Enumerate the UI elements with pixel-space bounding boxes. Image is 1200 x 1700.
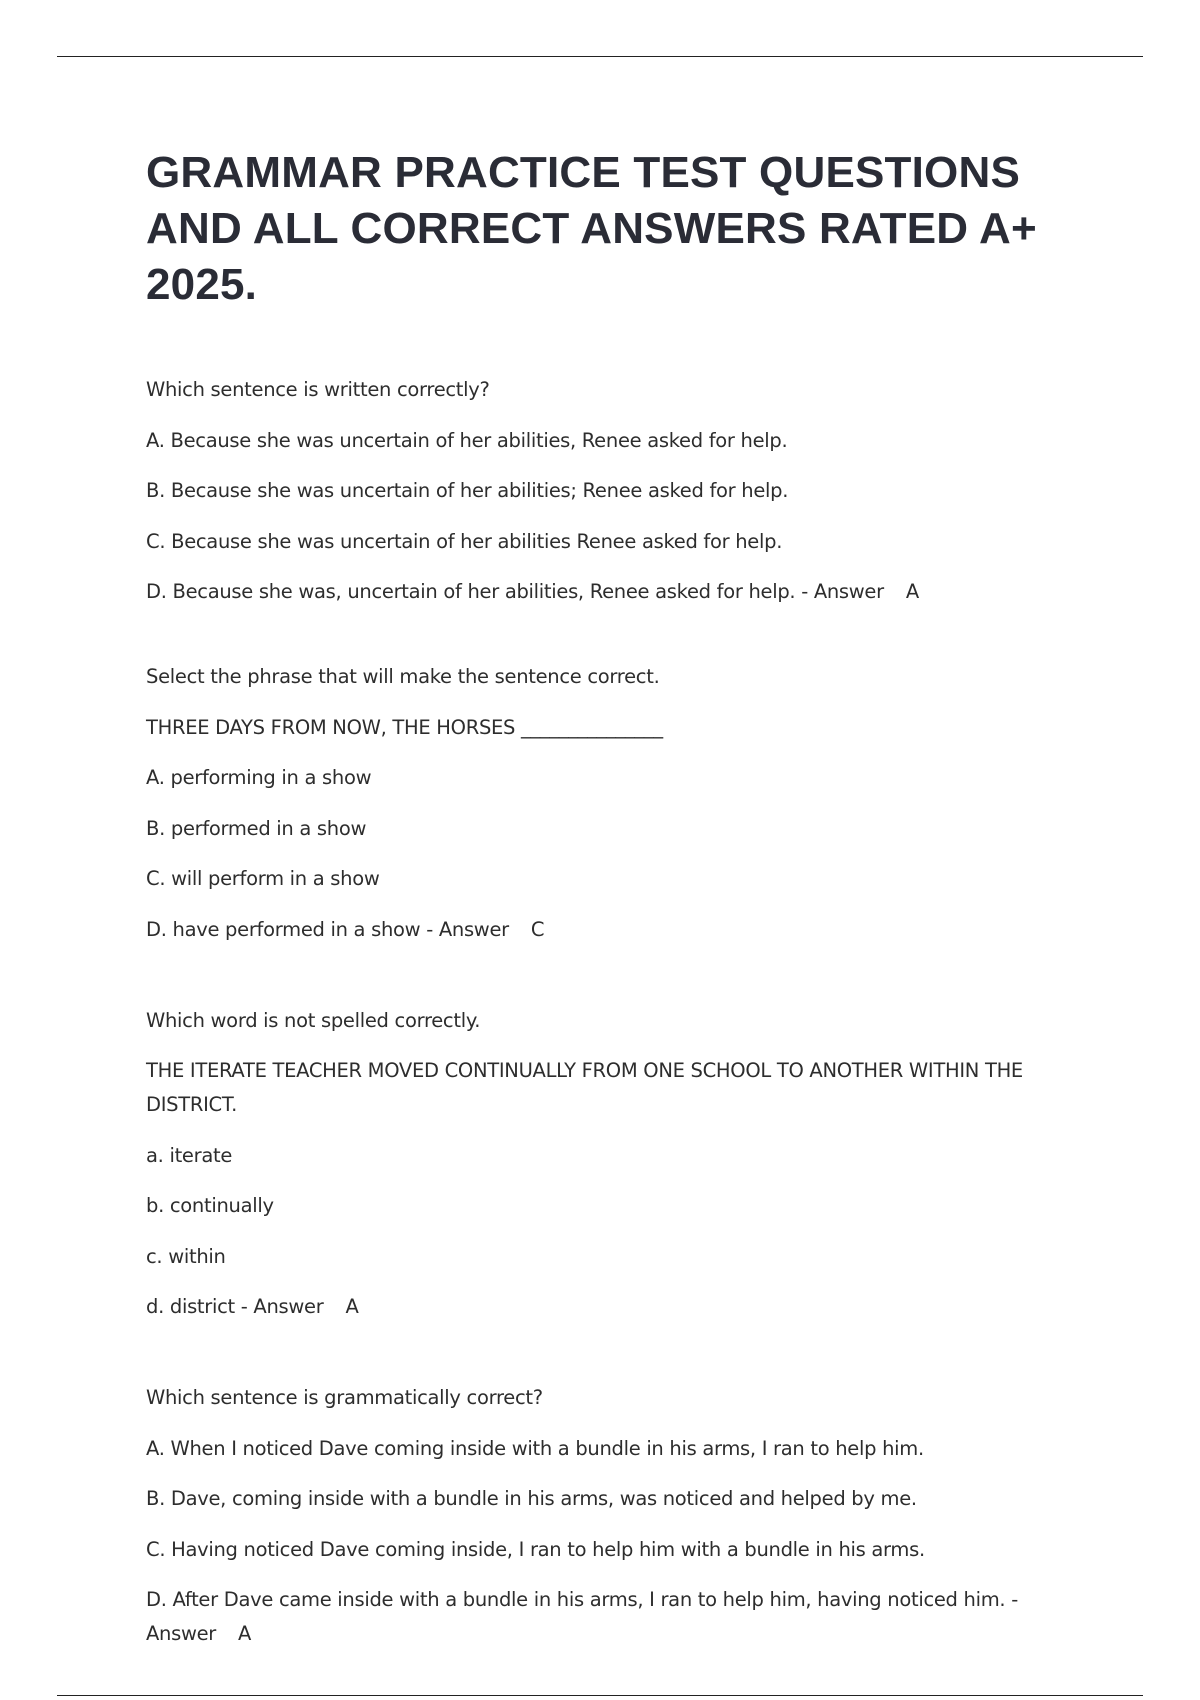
answer-option: C. will perform in a show — [146, 867, 380, 890]
answer-option-last — [146, 575, 1066, 609]
correct-answer: A — [905, 580, 919, 603]
correct-answer: A — [238, 1622, 252, 1645]
question-prompt: Select the phrase that will make the sentence correct. — [146, 665, 660, 688]
answer-option-last — [146, 913, 1066, 947]
answer-option-last — [146, 1583, 1066, 1651]
question-3 — [146, 1004, 1066, 1325]
answer-option: A. Because she was uncertain of her abilities, Renee asked for help. — [146, 428, 788, 452]
answer-option: A. When I noticed Dave coming inside with a bundle in his arms, I ran to help him. — [146, 1436, 924, 1460]
bottom-rule — [57, 1695, 1143, 1696]
answer-option: C. Because she was uncertain of her abilities Renee asked for help. — [146, 529, 783, 553]
question-stem: THE ITERATE TEACHER MOVED CONTINUALLY FROM ONE SCHOOL TO ANOTHER WITHIN THE DISTRICT. — [146, 1059, 1023, 1116]
option-text: D. Because she was, uncertain of her abilities, Renee asked for help. - Answer — [146, 580, 884, 603]
option-text: D. have performed in a show - Answer — [146, 917, 509, 941]
answer-option: a. iterate — [146, 1143, 233, 1167]
answer-option: c. within — [146, 1244, 226, 1268]
answer-option: b. continually — [146, 1194, 274, 1217]
answer-option: C. Having noticed Dave coming inside, I ran to help him with a bundle in his arms. — [146, 1537, 925, 1561]
document-body — [146, 145, 1066, 1651]
document-title: GRAMMAR PRACTICE TEST QUESTIONS AND ALL CORRECT ANSWERS RATED A+ 2025. — [146, 148, 1037, 309]
question-1 — [146, 373, 1066, 609]
question-prompt: Which word is not spelled correctly. — [146, 1008, 481, 1032]
answer-option: B. Dave, coming inside with a bundle in his arms, was noticed and helped by me. — [146, 1487, 917, 1510]
answer-option: B. Because she was uncertain of her abilities; Renee asked for help. — [146, 479, 789, 502]
answer-option-last — [146, 1290, 1066, 1324]
correct-answer: A — [345, 1295, 359, 1318]
answer-option: B. performed in a show — [146, 816, 367, 840]
question-prompt: Which sentence is written correctly? — [146, 378, 490, 401]
correct-answer: C — [530, 917, 545, 941]
question-4 — [146, 1381, 1066, 1651]
question-2 — [146, 660, 1066, 947]
top-rule — [57, 56, 1143, 57]
option-text: D. After Dave came inside with a bundle in his arms, I ran to help him, having noticed him. - Answer — [146, 1588, 1018, 1645]
question-stem: THREE DAYS FROM NOW, THE HORSES _______________ — [146, 715, 663, 739]
answer-option: A. performing in a show — [146, 766, 372, 789]
option-text: d. district - Answer — [146, 1295, 324, 1318]
question-prompt: Which sentence is grammatically correct? — [146, 1386, 543, 1409]
